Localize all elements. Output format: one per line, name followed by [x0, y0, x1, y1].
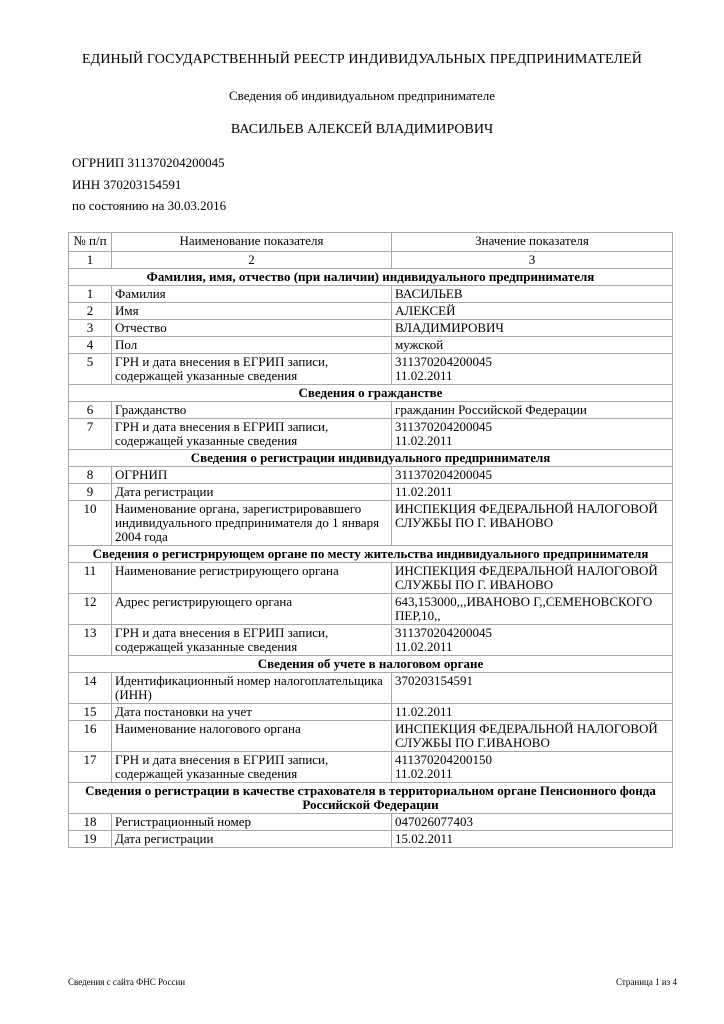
table-row: [69, 419, 673, 450]
indicator-value: 311370204200045 11.02.2011: [392, 625, 673, 656]
section-title: Сведения об учете в налоговом органе: [69, 656, 673, 673]
section-header-row: [69, 450, 673, 467]
indicator-name: Адрес регистрирующего органа: [112, 594, 392, 625]
indicator-name: Дата постановки на учет: [112, 704, 392, 721]
row-number: 1: [69, 286, 112, 303]
table-row: [69, 484, 673, 501]
table-row: [69, 752, 673, 783]
table-row: [69, 563, 673, 594]
indicator-value: 643,153000,,,ИВАНОВО Г,,СЕМЕНОВСКОГО ПЕР,10,,: [392, 594, 673, 625]
registry-table: [68, 232, 673, 848]
table-row: [69, 673, 673, 704]
column-number-2: 2: [112, 252, 392, 269]
section-header-row: [69, 269, 673, 286]
indicator-value: 11.02.2011: [392, 484, 673, 501]
row-number: 14: [69, 673, 112, 704]
table-row: [69, 594, 673, 625]
section-title: Сведения о регистрации индивидуального предпринимателя: [69, 450, 673, 467]
indicator-value: АЛЕКСЕЙ: [392, 303, 673, 320]
row-number: 11: [69, 563, 112, 594]
person-name: ВАСИЛЬЕВ АЛЕКСЕЙ ВЛАДИМИРОВИЧ: [230, 122, 494, 137]
column-header-number: № п/п: [69, 233, 112, 252]
row-number: 13: [69, 625, 112, 656]
indicator-name: Наименование налогового органа: [112, 721, 392, 752]
row-number: 10: [69, 501, 112, 546]
row-number: 9: [69, 484, 112, 501]
indicator-name: ГРН и дата внесения в ЕГРИП записи, содержащей указанные сведения: [112, 625, 392, 656]
section-title: Сведения о гражданстве: [69, 385, 673, 402]
column-header-value: Значение показателя: [392, 233, 673, 252]
column-header-name: Наименование показателя: [112, 233, 392, 252]
footer-source: Сведения с сайта ФНС России: [68, 977, 186, 987]
row-number: 12: [69, 594, 112, 625]
indicator-value: гражданин Российской Федерации: [392, 402, 673, 419]
row-number: 4: [69, 337, 112, 354]
indicator-name: Дата регистрации: [112, 831, 392, 848]
document-title: ЕДИНЫЙ ГОСУДАРСТВЕННЫЙ РЕЕСТР ИНДИВИДУАЛЬНЫХ ПРЕДПРИНИМАТЕЛЕЙ: [82, 52, 642, 67]
row-number: 7: [69, 419, 112, 450]
indicator-name: ОГРНИП: [112, 467, 392, 484]
table-row: [69, 721, 673, 752]
row-number: 5: [69, 354, 112, 385]
table-header-row: [69, 233, 673, 252]
row-number: 18: [69, 814, 112, 831]
section-header-row: [69, 385, 673, 402]
indicator-name: Фамилия: [112, 286, 392, 303]
table-row: [69, 354, 673, 385]
column-number-1: 1: [69, 252, 112, 269]
section-header-row: [69, 546, 673, 563]
table-row: [69, 831, 673, 848]
indicator-value: 311370204200045 11.02.2011: [392, 354, 673, 385]
table-row: [69, 814, 673, 831]
table-row: [69, 467, 673, 484]
section-title: Сведения о регистрации в качестве страхователя в территориальном органе Пенсионного фонда Российской Федерации: [69, 783, 673, 814]
table-row: [69, 303, 673, 320]
row-number: 15: [69, 704, 112, 721]
inn-line: ИНН 370203154591: [72, 177, 182, 192]
section-header-row: [69, 783, 673, 814]
date-line: по состоянию на 30.03.2016: [72, 198, 227, 213]
indicator-name: ГРН и дата внесения в ЕГРИП записи, содержащей указанные сведения: [112, 354, 392, 385]
indicator-value: 411370204200150 11.02.2011: [392, 752, 673, 783]
row-number: 17: [69, 752, 112, 783]
table-row: [69, 337, 673, 354]
indicator-value: 11.02.2011: [392, 704, 673, 721]
row-number: 6: [69, 402, 112, 419]
indicator-value: ВЛАДИМИРОВИЧ: [392, 320, 673, 337]
indicator-value: ИНСПЕКЦИЯ ФЕДЕРАЛЬНОЙ НАЛОГОВОЙ СЛУЖБЫ ПО Г. ИВАНОВО: [392, 501, 673, 546]
indicator-name: Имя: [112, 303, 392, 320]
indicator-value: 311370204200045 11.02.2011: [392, 419, 673, 450]
indicator-value: мужской: [392, 337, 673, 354]
indicator-value: ИНСПЕКЦИЯ ФЕДЕРАЛЬНОЙ НАЛОГОВОЙ СЛУЖБЫ ПО Г.ИВАНОВО: [392, 721, 673, 752]
section-header-row: [69, 656, 673, 673]
table-row: [69, 286, 673, 303]
indicator-value: ИНСПЕКЦИЯ ФЕДЕРАЛЬНОЙ НАЛОГОВОЙ СЛУЖБЫ ПО Г. ИВАНОВО: [392, 563, 673, 594]
indicator-value: 047026077403: [392, 814, 673, 831]
indicator-name: Идентификационный номер налогоплательщика (ИНН): [112, 673, 392, 704]
row-number: 19: [69, 831, 112, 848]
table-row: [69, 704, 673, 721]
indicator-name: ГРН и дата внесения в ЕГРИП записи, содержащей указанные сведения: [112, 419, 392, 450]
indicator-value: ВАСИЛЬЕВ: [392, 286, 673, 303]
section-title: Сведения о регистрирующем органе по месту жительства индивидуального предпринимателя: [69, 546, 673, 563]
indicator-name: Регистрационный номер: [112, 814, 392, 831]
table-row: [69, 402, 673, 419]
indicator-name: Гражданство: [112, 402, 392, 419]
column-number-3: 3: [392, 252, 673, 269]
table-row: [69, 320, 673, 337]
indicator-name: Наименование органа, зарегистрировавшего индивидуального предпринимателя до 1 января 2004 года: [112, 501, 392, 546]
indicator-name: ГРН и дата внесения в ЕГРИП записи, содержащей указанные сведения: [112, 752, 392, 783]
column-numbers-row: [69, 252, 673, 269]
row-number: 3: [69, 320, 112, 337]
ogrnip-line: ОГРНИП 311370204200045: [72, 155, 225, 170]
table-body: [69, 269, 673, 848]
indicator-value: 370203154591: [392, 673, 673, 704]
indicator-value: 15.02.2011: [392, 831, 673, 848]
indicator-value: 311370204200045: [392, 467, 673, 484]
row-number: 2: [69, 303, 112, 320]
row-number: 16: [69, 721, 112, 752]
document-subtitle: Сведения об индивидуальном предпринимателе: [228, 88, 495, 103]
indicator-name: Дата регистрации: [112, 484, 392, 501]
section-title: Фамилия, имя, отчество (при наличии) индивидуального предпринимателя: [69, 269, 673, 286]
footer-page-number: Страница 1 из 4: [616, 977, 677, 987]
row-number: 8: [69, 467, 112, 484]
indicator-name: Отчество: [112, 320, 392, 337]
table-row: [69, 501, 673, 546]
indicator-name: Наименование регистрирующего органа: [112, 563, 392, 594]
indicator-name: Пол: [112, 337, 392, 354]
table-row: [69, 625, 673, 656]
